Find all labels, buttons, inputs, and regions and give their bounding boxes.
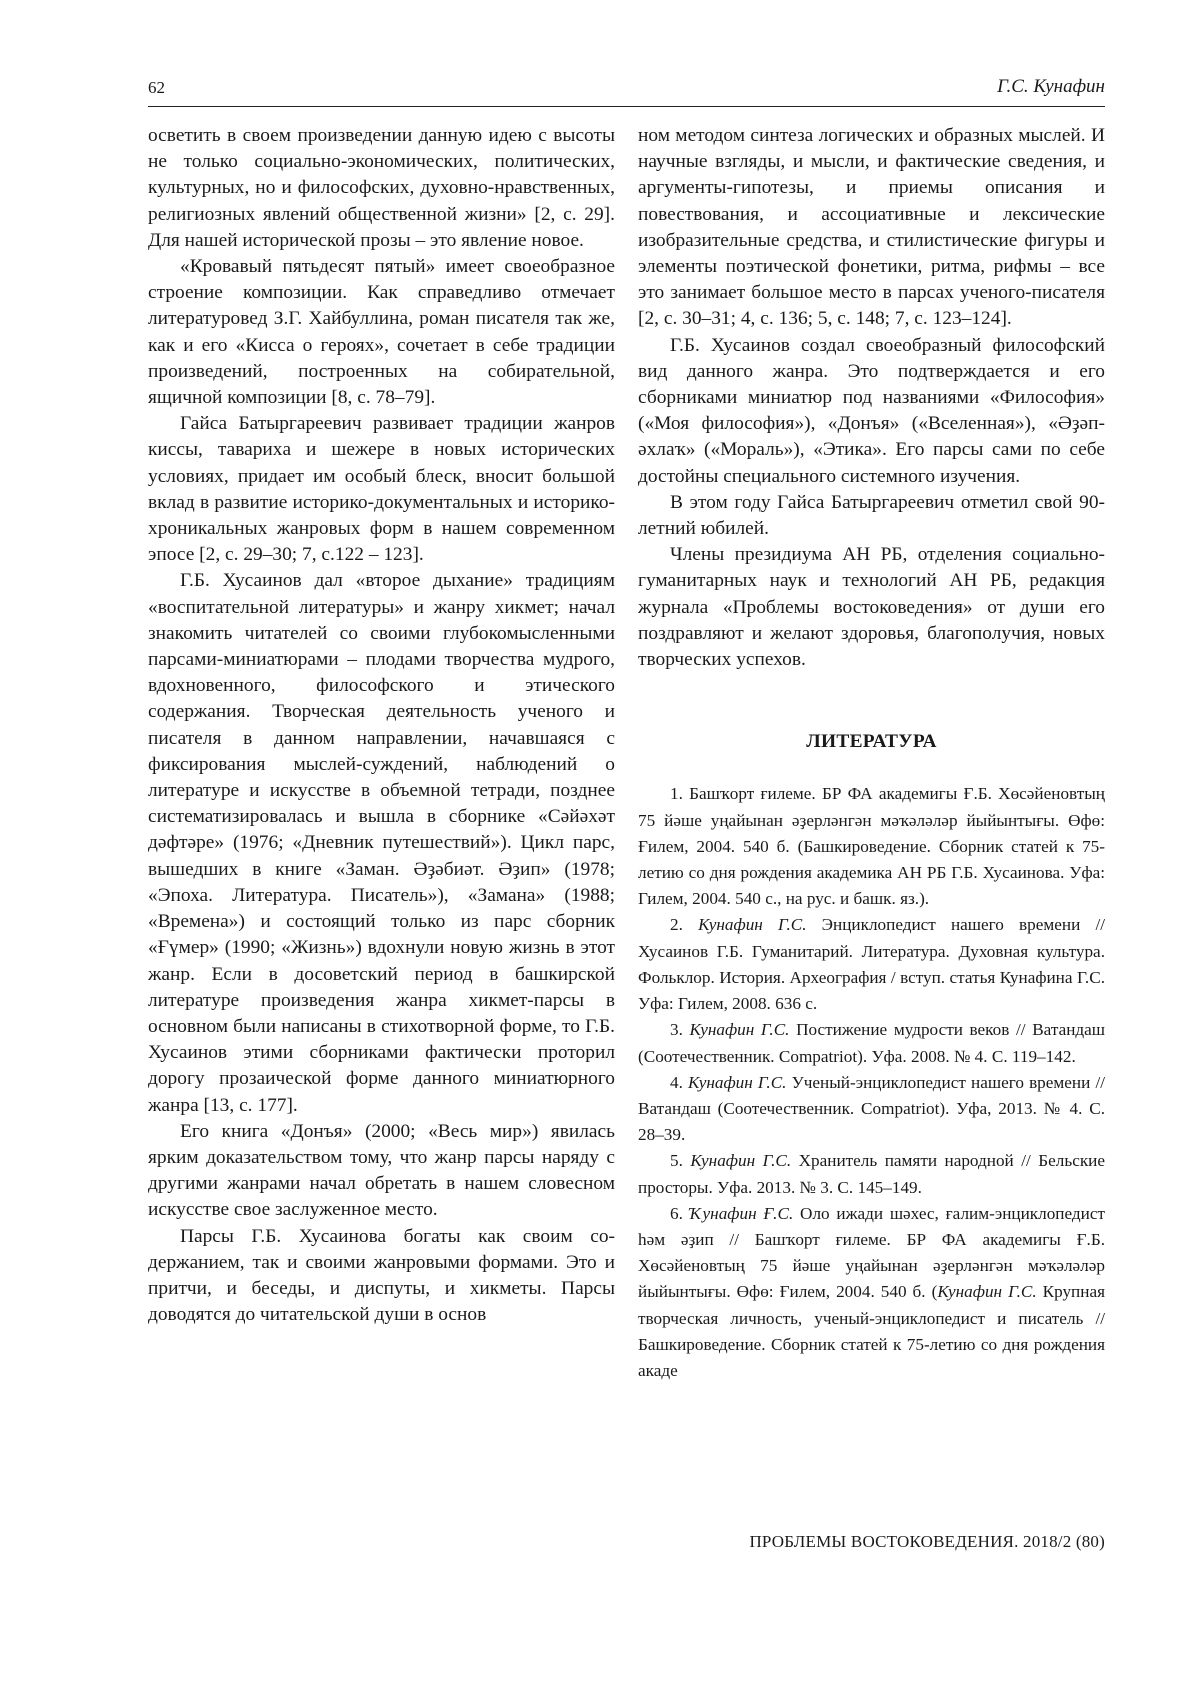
reference-text: Оло ижади шәхес, ғалим-энциклопедист һәм әҙип // Башҡорт ғилеме. БР ФА академигы Ғ.Б. Хөсәйеновтың 75 йәше уңайынан әҙерләнгән мәҡәләләр йыйынтығы. Өфө: Ғилем, 2004. 540 б. ( bbox=[638, 1203, 1105, 1302]
literature-heading: ЛИТЕРАТУРА bbox=[806, 731, 937, 753]
reference-author: Кунафин Г.С. bbox=[698, 915, 807, 935]
reference-item bbox=[638, 1070, 1105, 1149]
running-head bbox=[148, 76, 1105, 107]
reference-text: Хранитель памяти народной // Бельские просторы. Уфа. 2013. № 3. С. 145–149. bbox=[638, 1151, 1105, 1197]
reference-number: 3. bbox=[670, 1020, 683, 1040]
paragraph: В этом году Гайса Батыргареевич отметил свой 90-летний юбилей. bbox=[638, 491, 1105, 540]
reference-text: Крупная творческая личность, ученый-энциклопедист и писатель // Башкироведение. Сборник статей к 75-летию со дня рождения акаде bbox=[638, 1282, 1105, 1380]
journal-footer: ПРОБЛЕМЫ ВОСТОКОВЕДЕНИЯ. 2018/2 (80) bbox=[749, 1532, 1105, 1551]
reference-author: Кунафин Г.С. bbox=[688, 1072, 787, 1092]
paragraph: осветить в своем произведении данную идею с высоты не только социально-экономических, политических, культурных, но и философских, духовно-нравственных, религиозных явлений общественной жизни» [2, с. 29]. Для нашей исторической прозы – это явление новое. bbox=[148, 125, 615, 251]
reference-author: Кунафин Г.С. bbox=[690, 1151, 792, 1171]
reference-text: Ученый-энциклопедист нашего времени // Ватандаш (Соотечественник. Compatriot). Уфа, 2013. № 4. С. 28–39. bbox=[638, 1072, 1105, 1145]
right-column bbox=[638, 123, 1105, 1384]
paragraph: Члены президиума АН РБ, отделения социально-гуманитарных наук и технологий АН РБ, редакция журнала «Проблемы востоковедения» от души его поздравляют и желают здоровья, благополучия, новых творческих успехов. bbox=[638, 544, 1105, 671]
page-number: 62 bbox=[148, 78, 165, 97]
reference-item bbox=[638, 912, 1105, 1017]
paragraph: Парсы Г.Б. Хусаинова богаты как своим содержанием, так и своими жанровыми формами. Это и притчи, и беседы, и диспуты, и хикметы. Парсы доводятся до читательской души в основ bbox=[148, 1225, 615, 1326]
reference-author: Ҡунафин Ғ.С. bbox=[689, 1203, 794, 1223]
reference-number: 4. bbox=[670, 1072, 683, 1092]
reference-number: 2. bbox=[670, 915, 683, 935]
reference-number: 6. bbox=[670, 1203, 683, 1223]
reference-text: Энциклопедист нашего времени // Хусаинов Г.Б. Гуманитарий. Литература. Духовная культура. Фольклор. История. Археография / вступ. статья Кунафина Г.С. Уфа: Гилем, 2008. 636 с. bbox=[638, 915, 1105, 1014]
paragraph: Его книга «Донъя» (2000; «Весь мир») явилась ярким доказательством тому, что жанр парсы наряду с другими жанрами начал обретать в нашем словесном искусстве свое заслуженное место. bbox=[148, 1120, 615, 1221]
left-column bbox=[148, 123, 615, 1328]
reference-author: Кунафин Г.С. bbox=[689, 1020, 790, 1040]
reference-list bbox=[638, 781, 1105, 1384]
reference-text: Постижение мудрости веков // Ватандаш (Соотечественник. Compatriot). Уфа. 2008. № 4. С. 119–142. bbox=[638, 1020, 1106, 1066]
paragraph: «Кровавый пятьдесят пятый» имеет своеобразное строение композиции. Как справедливо отмечает литературовед З.Г. Хайбуллина, роман писателя так же, как и его «Кисса о героях», сочетает в себе традиции произведений, построенных на собирательной, ящичной композиции [8, с. 78–79]. bbox=[148, 256, 615, 409]
paragraph: Г.Б. Хусаинов дал «второе дыхание» традициям «воспитательной литературы» и жанру хикмет; начал знакомить читателей со своими глубокомысленными парсами-миниатюрами – плодами творчества мудрого, вдохновенного, философского и этического содержания. Творческая деятельность ученого и писателя в данном направлении, начавшаяся с фиксирования мыслей-суждений, наблюдений о литературе и искусстве в объемной тетради, позднее систематизировалась и вышла в сборнике «Сәйәхәт дәфтәре» (1976; «Дневник путешествий»). Цикл парс, вышедших в книге «Заман. Әҙәбиәт. Әҙип» (1978; «Эпоха. Литература. Писатель»), «Замана» (1988; «Времена») и состоящий только из парс сборник «Ғүмер» (1990; «Жизнь») вдохнули новую жизнь в этот жанр. Если в досоветский период в башкирской литературе произведения жанра хикмет-парсы в основном были написаны в стихотворной форме, то Г.Б. Хусаинов этими сборниками фактически проторил дорогу прозаической форме данного миниатюрного жанра [13, с. 177]. bbox=[148, 570, 615, 1116]
running-head-author: Г.С. Кунафин bbox=[997, 76, 1105, 97]
paragraph: Гайса Батыргареевич развивает традиции жанров киссы, таварихa и шежере в новых исторических условиях, придает им особый блеск, вносит большой вклад в развитие историко-документальных и историко-хроникальных жанровых форм в нашем современном эпосе [2, с. 29–30; 7, с.122 – 123]. bbox=[148, 413, 615, 566]
paragraph: ном методом синтеза логических и образных мыслей. И научные взгляды, и мысли, и фактические сведения, и аргументы-гипотезы, и приемы описания и повествования, и ассоциативные и лексические изобразительные средства, и стилистические фигуры и элементы поэтической фонетики, ритма, рифмы – все это занимает большое место в парсах ученого-писателя [2, с. 30–31; 4, с. 136; 5, с. 148; 7, с. 123–124]. bbox=[638, 125, 1105, 330]
paragraph: Г.Б. Хусаинов создал своеобразный философский вид данного жанра. Это подтверждается и его сборниками миниатюр под названиями «Философия» («Моя философия»), «Донъя» («Вселенная»), «Әҙәп-әхлаҡ» («Мораль»), «Этика». Его парсы сами по себе достойны специального системного изучения. bbox=[638, 334, 1105, 487]
reference-item bbox=[638, 781, 1105, 912]
reference-item bbox=[638, 1148, 1105, 1200]
reference-item bbox=[638, 1017, 1105, 1069]
reference-number: 5. bbox=[670, 1151, 683, 1171]
reference-item bbox=[638, 1201, 1105, 1384]
reference-number: 1. bbox=[670, 784, 683, 804]
reference-author: Кунафин Г.С. bbox=[937, 1282, 1037, 1302]
reference-text: Башҡорт ғилеме. БР ФА академигы Ғ.Б. Хөсәйеновтың 75 йәше уңайынан әҙерләнгән мәҡәләләр йыйынтығы. Өфө: Ғилем, 2004. 540 б. (Башкироведение. Сборник статей к 75-летию со дня рождения академика АН РБ Г.Б. Хусаинова. Уфа: Гилем, 2004. 540 с., на рус. и башк. яз.). bbox=[638, 784, 1105, 909]
